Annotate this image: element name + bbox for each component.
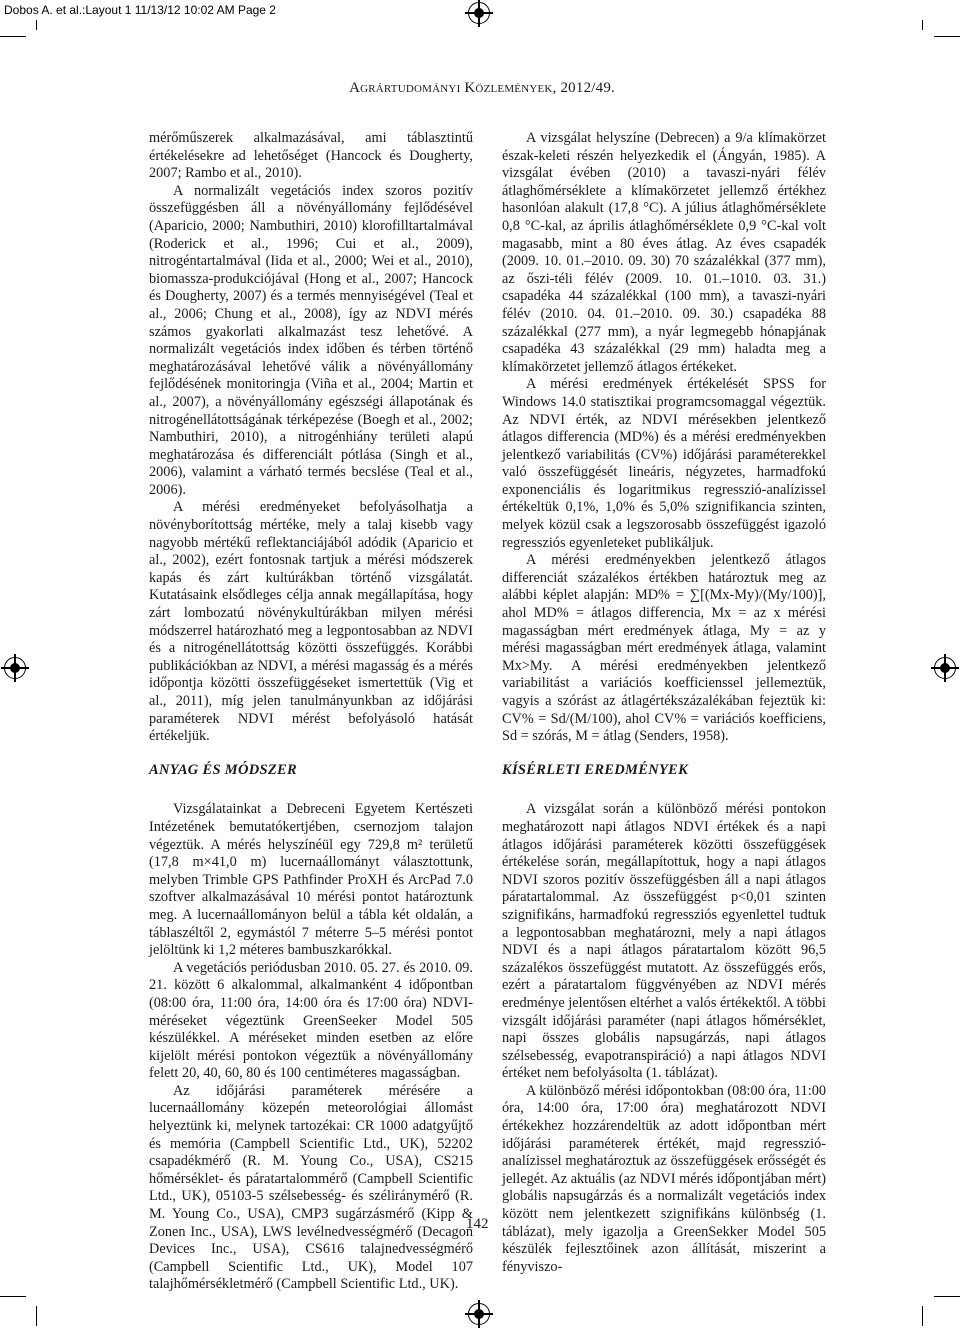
right-column [502, 130, 826, 1276]
paragraph: A mérési eredmények értékelését SPSS for Windows 14.0 statisztikai programcsomaggal végeztük. Az NDVI érték, az NDVI mérésekben jelentkező átlagos differencia (MD%) és a mérési eredményekben jelentkező variabilitás (CV%) időjárási paraméterekkel való összefüggését lineáris, négyzetes, harmadfokú exponenciális és logaritmikus regresszió-analízissel értékeltük 0,1%, 1,0% és 5,0% szignifikancia szinten, melyek közül csak a legszorosabb összefüggést igazoló regressziós egyenleteket publikáljuk. [502, 376, 826, 551]
print-slug: Dobos A. et al.:Layout 1 11/13/12 10:02 AM Page 2 [4, 3, 276, 17]
paragraph: A normalizált vegetációs index szoros pozitív összefüggésben áll a növényállomány fejlődésével (Aparicio, 2000; Nambuthiri, 2010) klorofilltartalmával (Roderick et al., 1996; Cui et al., 2009), nitrogéntartalmával (Iida et al., 2000; Wei et al., 2010), biomassza-produkciójával (Hong et al., 2007; Hancock és Dougherty, 2007) és a termés mennyiségével (Teal et al., 2006; Chung et al., 2008), így az NDVI mérés számos gyakorlati alkalmazást tesz lehetővé. A normalizált vegetációs index időben és térben történő meghatározásával lehetővé válik a növényállomány fejlődésének monitoringja (Viña et al., 2004; Martin et al., 2007), a növényállomány egészségi állapotának és nitrogénellátottságának térképezése (Boegh et al., 2002; Nambuthiri, 2010), a nitrogénhiány területi alapú meghatározása és differenciált pótlása (Singh et al., 2006), valamint a várható termés becslése (Teal et al., 2006). [149, 182, 473, 498]
crop-mark-bottom-left-v [36, 1306, 37, 1326]
registration-mark-right-icon [934, 657, 956, 679]
crop-mark-bottom-right-v [922, 1306, 923, 1326]
crop-mark-top-right-h [934, 36, 960, 37]
journal-header: Agrártudományi Közlemények, 2012/49. [349, 80, 615, 96]
paragraph: Az időjárási paraméterek mérésére a lucernaállomány közepén meteorológiai állomást helyeztünk ki, melynek tartozékai: CR 1000 adatgyűjtő és memória (Campbell Scientific Ltd., UK), 52202 csapadékmérő (R. M. Young Co., USA), CS215 hőmérséklet- és páratartalommérő (Campbell Scientific Ltd., UK), 05103-5 szélsebesség- és széliránymérő (R. M. Young Co., USA), CMP3 sugárzásmérő (Kipp & Zonen Inc., USA), LWS levélnedvességmérő (Decagon Devices Inc., USA), CS616 talajnedvességmérő (Campbell Scientific Ltd., UK), Model 107 talajhőmérsékletmérő (Campbell Scientific Ltd., UK). [149, 1082, 473, 1293]
paragraph: A mérési eredményekben jelentkező átlagos differenciát százalékos értékben határoztuk meg az alábbi képlet alapján: MD% = ∑[(Mx-My)/(My/100)], ahol MD% = átlagos differencia, Mx = az x mérési magasságban mért eredmények átlaga, My = az y mérési magasságban mért eredmények átlaga, valamint Mx>My. A mérési eredményekben jelentkező variabilitást a variációs koefficienssel jellemeztük, vagyis a szórást az átlagértékszázalékában fejeztük ki: CV% = Sd/(M/100), ahol CV% = variációs koefficiens, Sd = szórás, M = átlag (Senders, 1958). [502, 552, 826, 745]
registration-mark-left-icon [4, 657, 26, 679]
left-column [149, 130, 473, 1294]
page-number: 142 [466, 1216, 489, 1232]
paragraph: A mérési eredményeket befolyásolhatja a növényborítottság mértéke, mely a talaj kisebb vagy nagyobb mértékű reflektanciájából adódik (Aparicio et al., 2002), ezért fontosnak tartjuk a mérési módszerek kapás és zárt kultúrákban történő vizsgálatát. Kutatásaink elsődleges célja annak megállapítása, hogy zárt lombozatú növénykultúrákban milyen mérési módszerrel határozható meg a legpontosabban az NDVI és a nitrogénellátottság közötti összefüggés. Korábbi publikációkban az NDVI, a mérési magasság és a mérés időpontja közötti összefüggéseket ismertettük (Vig et al., 2011), míg jelen tanulmányunkban az időjárási paraméterek NDVI mérést befolyásoló hatását értékeljük. [149, 499, 473, 745]
paragraph: A vizsgálat helyszíne (Debrecen) a 9/a klímakörzet észak-keleti részén helyezkedik el (Ángyán, 1985). A vizsgálat évében (2010) a tavaszi-nyári félév átlaghőmérséklete a klímakörzetet jellemző értékhez hasonlóan alakult (17,8 °C). A július átlaghőmérséklete 0,8 °C-kal, az április átlaghőmérséklete 0,9 °C-kal volt magasabb, mint a 80 éves átlag. Az éves csapadék (2009. 10. 01.–2010. 09. 30) 70 százalékkal (377 mm), az őszi-téli félév (2009. 10. 01.–1010. 03. 31.) csapadéka 44 százalékkal (100 mm), a tavaszi-nyári félév (2010. 04. 01.–2010. 09. 30.) csapadéka 88 százalékkal (277 mm), a nyár legmegebb hónapjának csapadéka 43 százalékkal (29 mm) haladta meg a klímakörzetet jellemző átlagos értékeket. [502, 130, 826, 375]
paragraph: Vizsgálatainkat a Debreceni Egyetem Kertészeti Intézetének bemutatókertjében, csernozjom talajon végeztük. A mérés helyszínéül egy 729,8 m² területű (17,8 m×41,0 m) lucernaállományt választottunk, melyben Trimble GPS Pathfinder ProXH és ArcPad 7.0 szoftver alkalmazásával 10 mérési pontot határoztunk meg. A lucernaállományon belül a tábla két oldalán, a táblaszéltől 2, egymástól 7 méterre 5–5 mérési pontot jelöltünk ki 1,2 méteres bambuszkarókkal. [149, 801, 473, 959]
registration-mark-bottom-icon [468, 1303, 490, 1325]
crop-mark-top-left-h [0, 36, 26, 37]
crop-mark-bottom-left-h [0, 1296, 26, 1297]
section-heading-methods: ANYAG ÉS MÓDSZER [149, 761, 297, 778]
crop-mark-top-right-v [922, 20, 923, 30]
paragraph: mérőműszerek alkalmazásával, ami táblasztintű értékelésekre ad lehetőséget (Hancock és Dougherty, 2007; Rambo et al., 2010). [149, 130, 473, 182]
section-heading-results: KÍSÉRLETI EREDMÉNYEK [502, 761, 689, 778]
crop-mark-bottom-right-h [934, 1296, 960, 1297]
paragraph: A különböző mérési időpontokban (08:00 óra, 11:00 óra, 14:00 óra, 17:00 óra) meghatározott NDVI értékekhez hozzárendeltük az adott időpontban mért időjárási paraméterek értékét, majd regresszió-analízissel meghatároztuk az összefüggések erősségét és jellegét. Az aktuális (az NDVI mérés időpontjában mért) globális napsugárzás és a normalizált vegetációs index között nem jelentkezett szignifikáns különbség (1. táblázat), mely igazolja a GreenSekker Model 505 készülék fejlesztőinek azon állítását, miszerint a fényviszo- [502, 1082, 826, 1275]
paragraph: A vizsgálat során a különböző mérési pontokon meghatározott napi átlagos NDVI értékek és a napi átlagos időjárási paraméterek közötti összefüggések értékelése során, megállapítottuk, hogy a napi átlagos NDVI szoros pozitív összefüggésben áll a napi átlagos páratartalommal. Az összefüggést p<0,01 szinten szignifikáns, harmadfokú regressziós egyenlettel tudtuk a legpontosabban meghatározni, mely a napi átlagos NDVI és a napi átlagos páratartalom között 96,5 százalékos összefüggést mutatott. Az összefüggés erős, ezért a páratartalom függvényében az NDVI mérés eredménye jelentősen eltérhet a valós értékektől. A többi vizsgált időjárási paraméter (napi átlagos hőmérséklet, napi összes globális napsugárzás, napi átlagos szélsebesség, evapotranspiráció) a napi átlagos NDVI értéket nem befolyásolta (1. táblázat). [502, 801, 826, 1082]
crop-mark-top-left-v [36, 20, 37, 30]
paragraph: A vegetációs periódusban 2010. 05. 27. és 2010. 09. 21. között 6 alkalommal, alkalmanként 4 időpontban (08:00 óra, 11:00 óra, 14:00 óra és 17:00 óra) NDVI-méréseket végeztünk GreenSeeker Model 505 készülékkel. A méréseket minden esetben az előre kijelölt mérési pontokon végeztük a növényállomány felett 20, 40, 60, 80 és 100 centiméteres magasságban. [149, 959, 473, 1082]
registration-mark-top-icon [468, 2, 490, 24]
